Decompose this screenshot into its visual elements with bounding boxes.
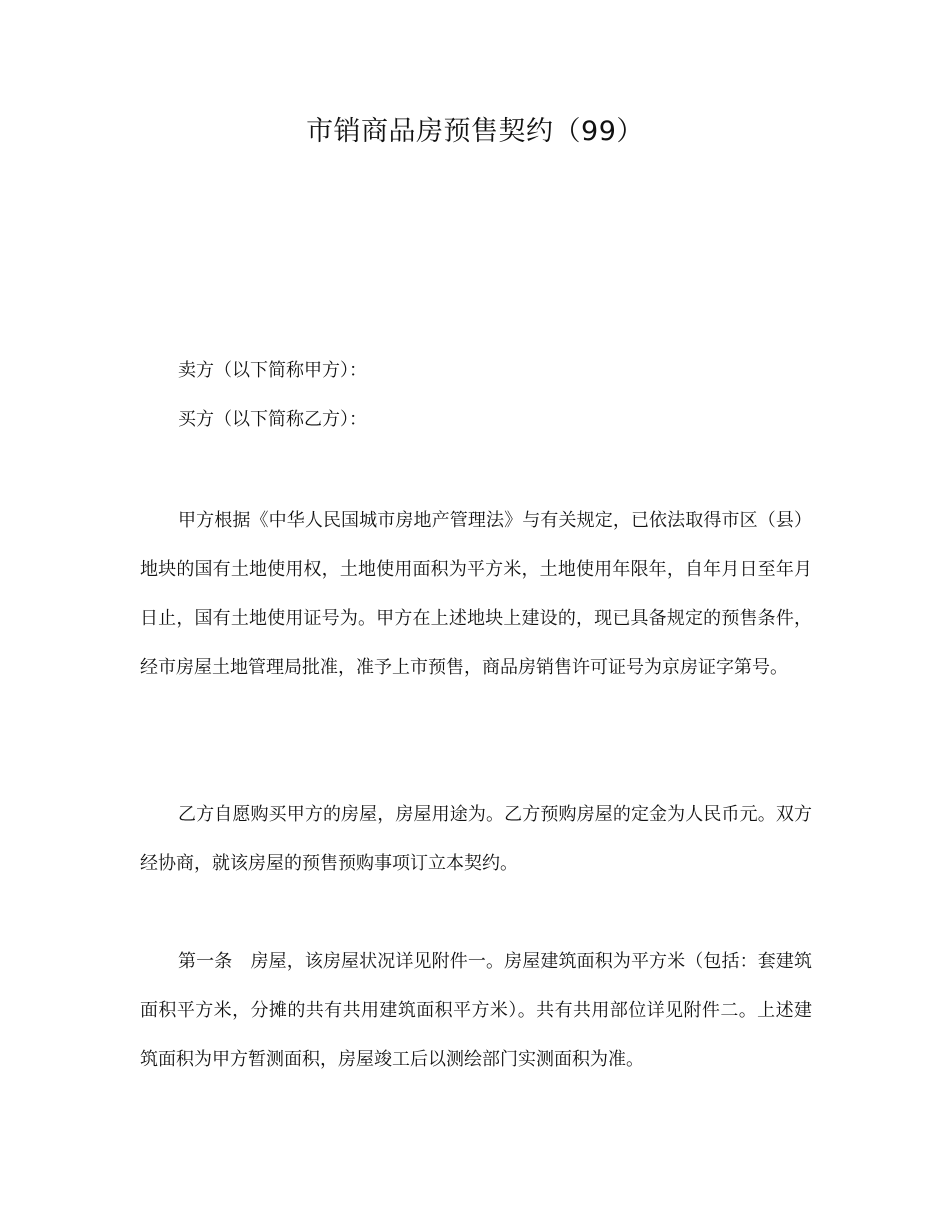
document-title: 市销商品房预售契约（99） [306,116,644,147]
buyer-line: 买方（以下简称乙方）： [178,409,367,430]
seller-line: 卖方（以下简称甲方）： [178,360,367,381]
preamble-paragraph: 甲方根据《中华人民国城市房地产管理法》与有关规定，已依法取得市区（县）地块的国有土地使用权，土地使用面积为平方米，土地使用年限年，自年月日至年月日止，国有土地使用证号为。甲方在上述地块上建设的，现已具备规定的预售条件，经市房屋土地管理局批准，准予上市预售，商品房销售许可证号为京房证字第号。 [140,510,812,678]
article-one-paragraph: 第一条 房屋，该房屋状况详见附件一。房屋建筑面积为平方米（包括：套建筑面积平方米，分摊的共有共用建筑面积平方米）。共有共用部位详见附件二。上述建筑面积为甲方暂测面积，房屋竣工后以测绘部门实测面积为准。 [140,951,812,1070]
purchase-paragraph: 乙方自愿购买甲方的房屋，房屋用途为。乙方预购房屋的定金为人民币元。双方经协商，就该房屋的预售预购事项订立本契约。 [140,804,812,874]
